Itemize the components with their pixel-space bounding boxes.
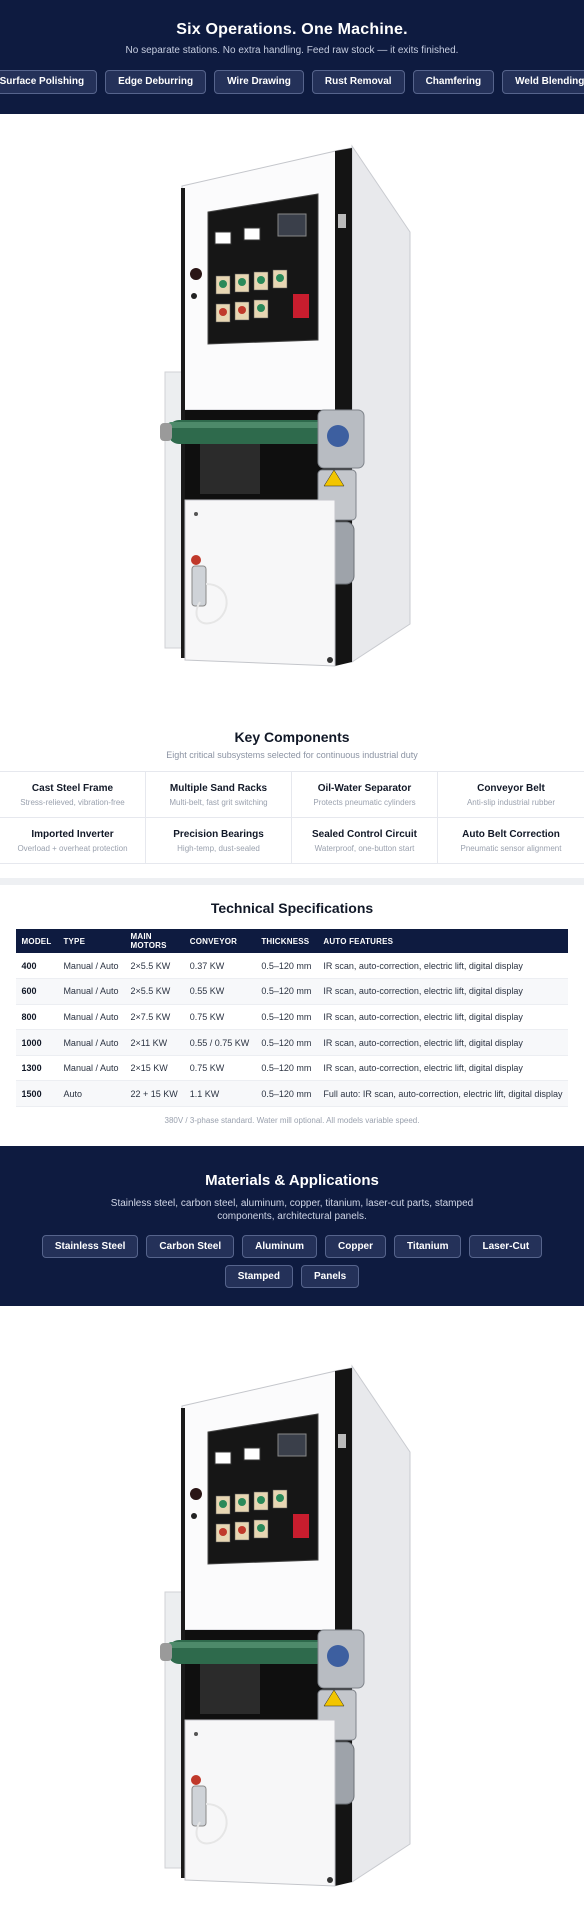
material-tag-aluminum[interactable]: Aluminum: [242, 1235, 317, 1258]
cell-main-motors: 2×15 KW: [124, 1055, 183, 1081]
component-card: [146, 772, 292, 818]
hero-title: Six Operations. One Machine.: [176, 21, 408, 38]
component-desc: Stress-relieved, vibration-free: [20, 798, 125, 807]
col-model: MODEL: [16, 929, 58, 953]
material-tag-copper[interactable]: Copper: [325, 1235, 386, 1258]
components-subtitle: Eight critical subsystems selected for continuous industrial duty: [166, 750, 418, 760]
material-tag-panels[interactable]: Panels: [301, 1265, 359, 1288]
operation-tag-edge-deburring[interactable]: Edge Deburring: [105, 70, 206, 94]
cell-conveyor: 1.1 KW: [184, 1081, 256, 1107]
component-title: Oil-Water Separator: [317, 783, 412, 794]
component-title: Imported Inverter: [31, 829, 114, 840]
components-title: Key Components: [234, 729, 350, 745]
table-row: [16, 953, 569, 979]
cell-type: Manual / Auto: [57, 953, 124, 979]
cell-conveyor: 0.75 KW: [184, 1004, 256, 1030]
technical-specifications-section: [0, 885, 584, 1146]
specs-table: [16, 929, 569, 1107]
table-row: [16, 1055, 569, 1081]
cell-main-motors: 2×5.5 KW: [124, 953, 183, 979]
component-card: [438, 772, 584, 818]
cell-type: Manual / Auto: [57, 1004, 124, 1030]
component-desc: Waterproof, one-button start: [314, 844, 415, 853]
cell-main-motors: 2×7.5 KW: [124, 1004, 183, 1030]
cell-type: Manual / Auto: [57, 1030, 124, 1056]
cell-conveyor: 0.37 KW: [184, 953, 256, 979]
cell-main-motors: 22 + 15 KW: [124, 1081, 183, 1107]
cell-type: Manual / Auto: [57, 1055, 124, 1081]
cell-model: 400: [16, 953, 58, 979]
key-components-section: [0, 712, 584, 878]
components-grid: [0, 771, 584, 864]
specs-note: 380V / 3-phase standard. Water mill optional. All models variable speed.: [164, 1116, 420, 1126]
col-type: TYPE: [57, 929, 124, 953]
product-image-section-2: [0, 1306, 584, 1920]
component-card: [292, 818, 438, 864]
operations-list: [0, 70, 584, 94]
cell-model: 1300: [16, 1055, 58, 1081]
materials-title: Materials & Applications: [205, 1172, 379, 1189]
component-card: [146, 818, 292, 864]
component-card: [438, 818, 584, 864]
component-title: Sealed Control Circuit: [311, 829, 417, 840]
component-desc: Pneumatic sensor alignment: [460, 844, 562, 853]
component-title: Conveyor Belt: [477, 783, 545, 794]
operation-tag-wire-drawing[interactable]: Wire Drawing: [214, 70, 304, 94]
cell-model: 1000: [16, 1030, 58, 1056]
col-conveyor: CONVEYOR: [184, 929, 256, 953]
component-desc: High-temp, dust-sealed: [177, 844, 260, 853]
component-desc: Overload + overheat protection: [17, 844, 128, 853]
cell-auto-features: IR scan, auto-correction, electric lift, digital display: [317, 979, 568, 1005]
material-tag-carbon-steel[interactable]: Carbon Steel: [146, 1235, 234, 1258]
col-auto-features: AUTO FEATURES: [317, 929, 568, 953]
cell-conveyor: 0.75 KW: [184, 1055, 256, 1081]
material-tag-laser-cut[interactable]: Laser-Cut: [469, 1235, 542, 1258]
cell-type: Manual / Auto: [57, 979, 124, 1005]
cell-conveyor: 0.55 / 0.75 KW: [184, 1030, 256, 1056]
cell-main-motors: 2×11 KW: [124, 1030, 183, 1056]
cell-thickness: 0.5–120 mm: [255, 979, 317, 1005]
component-desc: Anti-slip industrial rubber: [466, 798, 556, 807]
cell-main-motors: 2×5.5 KW: [124, 979, 183, 1005]
table-row: [16, 1081, 569, 1107]
machine-illustration-2: [0, 1306, 584, 1920]
product-image-section: [0, 114, 584, 712]
hero-subtitle: No separate stations. No extra handling. Feed raw stock — it exits finished.: [125, 45, 459, 56]
operation-tag-chamfering[interactable]: Chamfering: [413, 70, 495, 94]
cell-type: Auto: [57, 1081, 124, 1107]
operation-tag-weld-blending[interactable]: Weld Blending: [502, 70, 584, 94]
machine-illustration: [0, 114, 584, 712]
cell-model: 800: [16, 1004, 58, 1030]
section-divider: [0, 878, 584, 885]
cell-model: 1500: [16, 1081, 58, 1107]
table-row: [16, 979, 569, 1005]
materials-section: [0, 1146, 584, 1306]
component-desc: Protects pneumatic cylinders: [313, 798, 416, 807]
cell-thickness: 0.5–120 mm: [255, 1030, 317, 1056]
component-desc: Multi-belt, fast grit switching: [169, 798, 268, 807]
component-card: [0, 772, 146, 818]
cell-auto-features: IR scan, auto-correction, electric lift, digital display: [317, 953, 568, 979]
cell-thickness: 0.5–120 mm: [255, 953, 317, 979]
material-tag-titanium[interactable]: Titanium: [394, 1235, 461, 1258]
cell-model: 600: [16, 979, 58, 1005]
cell-thickness: 0.5–120 mm: [255, 1081, 317, 1107]
cell-auto-features: IR scan, auto-correction, electric lift, digital display: [317, 1004, 568, 1030]
cell-auto-features: IR scan, auto-correction, electric lift, digital display: [317, 1030, 568, 1056]
cell-auto-features: IR scan, auto-correction, electric lift, digital display: [317, 1055, 568, 1081]
materials-subtitle: Stainless steel, carbon steel, aluminum, copper, titanium, laser-cut parts, stamped components, architectural panels.: [110, 1198, 474, 1222]
component-card: [0, 818, 146, 864]
table-row: [16, 1004, 569, 1030]
component-title: Cast Steel Frame: [31, 783, 114, 794]
specs-title: Technical Specifications: [210, 900, 374, 916]
component-title: Multiple Sand Racks: [169, 783, 268, 794]
hero-section: [0, 0, 584, 114]
col-thickness: THICKNESS: [255, 929, 317, 953]
operation-tag-rust-removal[interactable]: Rust Removal: [312, 70, 405, 94]
materials-tag-list: [32, 1235, 552, 1288]
component-title: Auto Belt Correction: [462, 829, 560, 840]
col-main-motors: MAIN MOTORS: [124, 929, 183, 953]
cell-thickness: 0.5–120 mm: [255, 1004, 317, 1030]
material-tag-stainless-steel[interactable]: Stainless Steel: [42, 1235, 139, 1258]
component-title: Precision Bearings: [173, 829, 264, 840]
cell-thickness: 0.5–120 mm: [255, 1055, 317, 1081]
material-tag-stamped[interactable]: Stamped: [225, 1265, 293, 1288]
table-row: [16, 1030, 569, 1056]
operation-tag-surface-polishing[interactable]: Surface Polishing: [0, 70, 97, 94]
specs-header-row: [16, 929, 569, 953]
component-card: [292, 772, 438, 818]
cell-conveyor: 0.55 KW: [184, 979, 256, 1005]
cell-auto-features: Full auto: IR scan, auto-correction, electric lift, digital display: [317, 1081, 568, 1107]
